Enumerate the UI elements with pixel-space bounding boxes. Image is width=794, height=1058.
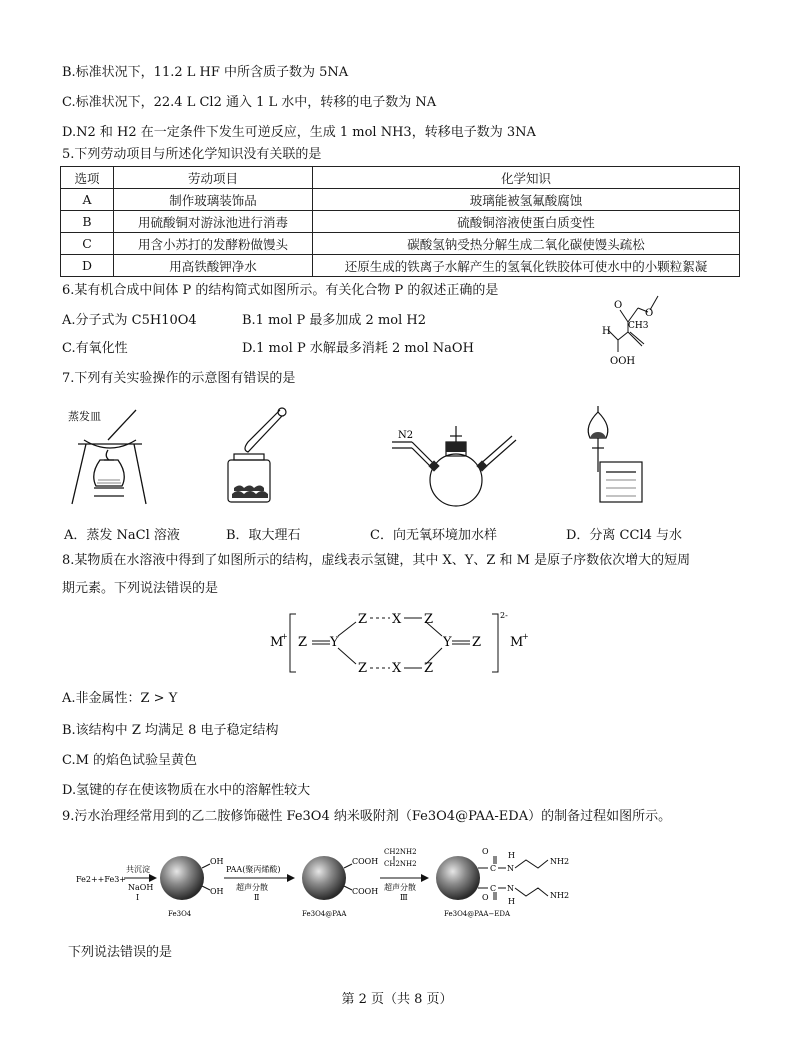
y-atom: Y <box>443 635 452 650</box>
carboxyl-label: COOH <box>352 887 379 896</box>
amide-h: H <box>508 897 515 906</box>
methyl-label: CH3 <box>628 321 649 331</box>
q6-option-d: D.1 mol P 水解最多消耗 2 mol NaOH <box>242 341 474 356</box>
carbonyl-o: O <box>482 893 489 902</box>
table-cell: 硫酸铜溶液使蛋白质变性 <box>313 211 740 233</box>
step1-top-label: 共沉淀 <box>126 865 150 874</box>
x-atom: X <box>392 661 402 676</box>
m-right-charge: + <box>522 632 529 641</box>
evaporating-dish-label: 蒸发皿 <box>68 410 101 423</box>
m-left: M <box>270 635 284 650</box>
x-atom: X <box>392 612 402 627</box>
fe3o4-paa-particle <box>302 856 346 900</box>
label-fe3o4: Fe3O4 <box>168 910 192 918</box>
carbon-label: C <box>490 884 497 893</box>
nitrogen-label: N <box>507 864 514 873</box>
table-cell: B <box>61 211 114 233</box>
q7-caption-c: C．向无氧环境加水样 <box>370 528 497 543</box>
question-8-stem-line1: 8.某物质在水溶液中得到了如图所示的结构，虚线表示氢键，其中 X、Y、Z 和 M 是原子序数依次增大的短周 <box>62 553 691 568</box>
q8-option-b: B.该结构中 Z 均满足 8 电子稳定结构 <box>62 723 279 738</box>
table-cell: 用含小苏打的发酵粉做馒头 <box>114 233 313 255</box>
q8-option-a: A.非金属性：Z > Y <box>62 691 178 706</box>
fe3o4-paa-eda-particle <box>436 856 480 900</box>
q6-option-c: C.有氧化性 <box>62 341 128 356</box>
nitrogen-label: N2 <box>398 430 414 441</box>
step3-top-label1: CH2NH2 <box>384 848 417 856</box>
question-9-stem: 9.污水治理经常用到的乙二胺修饰磁性 Fe3O4 纳米吸附剂（Fe3O4@PAA-EDA）的制备过程如图所示。 <box>62 809 672 824</box>
table-cell: 玻璃能被氢氟酸腐蚀 <box>313 189 740 211</box>
step1-bottom-label: NaOH <box>128 883 154 892</box>
header-option: 选项 <box>61 167 114 189</box>
option-4c: C.标准状况下，22.4 L Cl2 通入 1 L 水中，转移的电子数为 NA <box>62 95 437 110</box>
synthesis-scheme <box>74 836 574 922</box>
question-8-stem-line2: 期元素。下列说法错误的是 <box>62 581 219 596</box>
table-cell: 制作玻璃装饰品 <box>114 189 313 211</box>
y-atom: Y <box>330 635 339 650</box>
anion-charge: 2- <box>500 611 508 620</box>
z-atom: Z <box>298 635 308 650</box>
table-cell: D <box>61 255 114 277</box>
option-4b: B.标准状况下，11.2 L HF 中所含质子数为 5NA <box>62 65 349 80</box>
table-header-row <box>61 167 740 189</box>
header-knowledge: 化学知识 <box>313 167 740 189</box>
hydroxyl-label: OH <box>210 887 224 896</box>
step3-number: Ⅲ <box>400 893 408 902</box>
table-row <box>61 211 740 233</box>
q9-follow-up: 下列说法错误的是 <box>68 945 173 960</box>
label-fe3o4-paa-eda: Fe3O4@PAA−EDA <box>444 910 511 918</box>
q8-option-c: C.M 的焰色试验呈黄色 <box>62 753 198 768</box>
question-6-stem: 6.某有机合成中间体 P 的结构简式如图所示。有关化合物 P 的叙述正确的是 <box>62 283 499 298</box>
q8-option-d: D.氢键的存在使该物质在水中的溶解性较大 <box>62 783 311 798</box>
q7-caption-d: D．分离 CCl4 与水 <box>566 528 683 543</box>
carbon-label: C <box>490 864 497 873</box>
table-row <box>61 255 740 277</box>
table-cell: 碳酸氢钠受热分解生成二氧化碳使馒头疏松 <box>313 233 740 255</box>
oxygen-label: O <box>645 308 654 319</box>
option-4d: D.N2 和 H2 在一定条件下发生可逆反应，生成 1 mol NH3，转移电子数为 3NA <box>62 125 536 140</box>
header-task: 劳动项目 <box>114 167 313 189</box>
table-row <box>61 189 740 211</box>
compound-p-structure <box>590 288 690 372</box>
hydrogen-label: H <box>602 326 611 337</box>
z-atom: Z <box>358 612 368 627</box>
table-cell: A <box>61 189 114 211</box>
step2-top-label: PAA(聚丙烯酸) <box>226 865 281 874</box>
q6-option-b: B.1 mol P 最多加成 2 mol H2 <box>242 313 426 328</box>
step2-bottom-label: 超声分散 <box>236 883 268 892</box>
table-row <box>61 233 740 255</box>
hydrogen-bond-structure <box>266 608 538 678</box>
question-7-stem: 7.下列有关实验操作的示意图有错误的是 <box>62 371 296 386</box>
z-atom: Z <box>358 661 368 676</box>
m-left-charge: + <box>281 632 288 641</box>
m-right: M <box>510 635 524 650</box>
amine-label: NH2 <box>550 891 570 900</box>
z-atom: Z <box>424 612 434 627</box>
step3-bottom-label: 超声分散 <box>384 883 416 892</box>
evaporation-apparatus <box>64 404 156 512</box>
oxygen-label: O <box>614 300 623 311</box>
marble-jar-apparatus <box>218 402 308 508</box>
carboxyl-label: COOH <box>352 857 379 866</box>
label-fe3o4-paa: Fe3O4@PAA <box>302 910 347 918</box>
separatory-funnel-apparatus <box>580 402 656 510</box>
q7-caption-b: B．取大理石 <box>226 528 301 543</box>
question-5-stem: 5.下列劳动项目与所述化学知识没有关联的是 <box>62 147 322 162</box>
table-cell: 用硫酸铜对游泳池进行消毒 <box>114 211 313 233</box>
three-neck-flask-apparatus <box>392 422 524 512</box>
q7-caption-a: A．蒸发 NaCl 溶液 <box>64 528 180 543</box>
nitrogen-label: N <box>507 884 514 893</box>
step2-number: Ⅱ <box>254 893 260 902</box>
z-atom: Z <box>424 661 434 676</box>
hydroxyl-label: OH <box>210 857 224 866</box>
hydroperoxy-label: OOH <box>610 356 636 367</box>
step1-number: Ⅰ <box>136 893 140 902</box>
carbonyl-o: O <box>482 847 489 856</box>
amide-h: H <box>508 851 515 860</box>
table-cell: 用高铁酸钾净水 <box>114 255 313 277</box>
table-cell: C <box>61 233 114 255</box>
z-atom: Z <box>472 635 482 650</box>
fe3o4-particle <box>160 856 204 900</box>
step3-top-label2: CH2NH2 <box>384 860 417 868</box>
question-5-table <box>60 166 740 277</box>
table-cell: 还原生成的铁离子水解产生的氢氧化铁胶体可使水中的小颗粒絮凝 <box>313 255 740 277</box>
amine-label: NH2 <box>550 857 570 866</box>
page-footer: 第 2 页（共 8 页） <box>341 992 453 1007</box>
start-ions: Fe2++Fe3+ <box>76 875 126 884</box>
q6-option-a: A.分子式为 C5H10O4 <box>62 313 197 328</box>
